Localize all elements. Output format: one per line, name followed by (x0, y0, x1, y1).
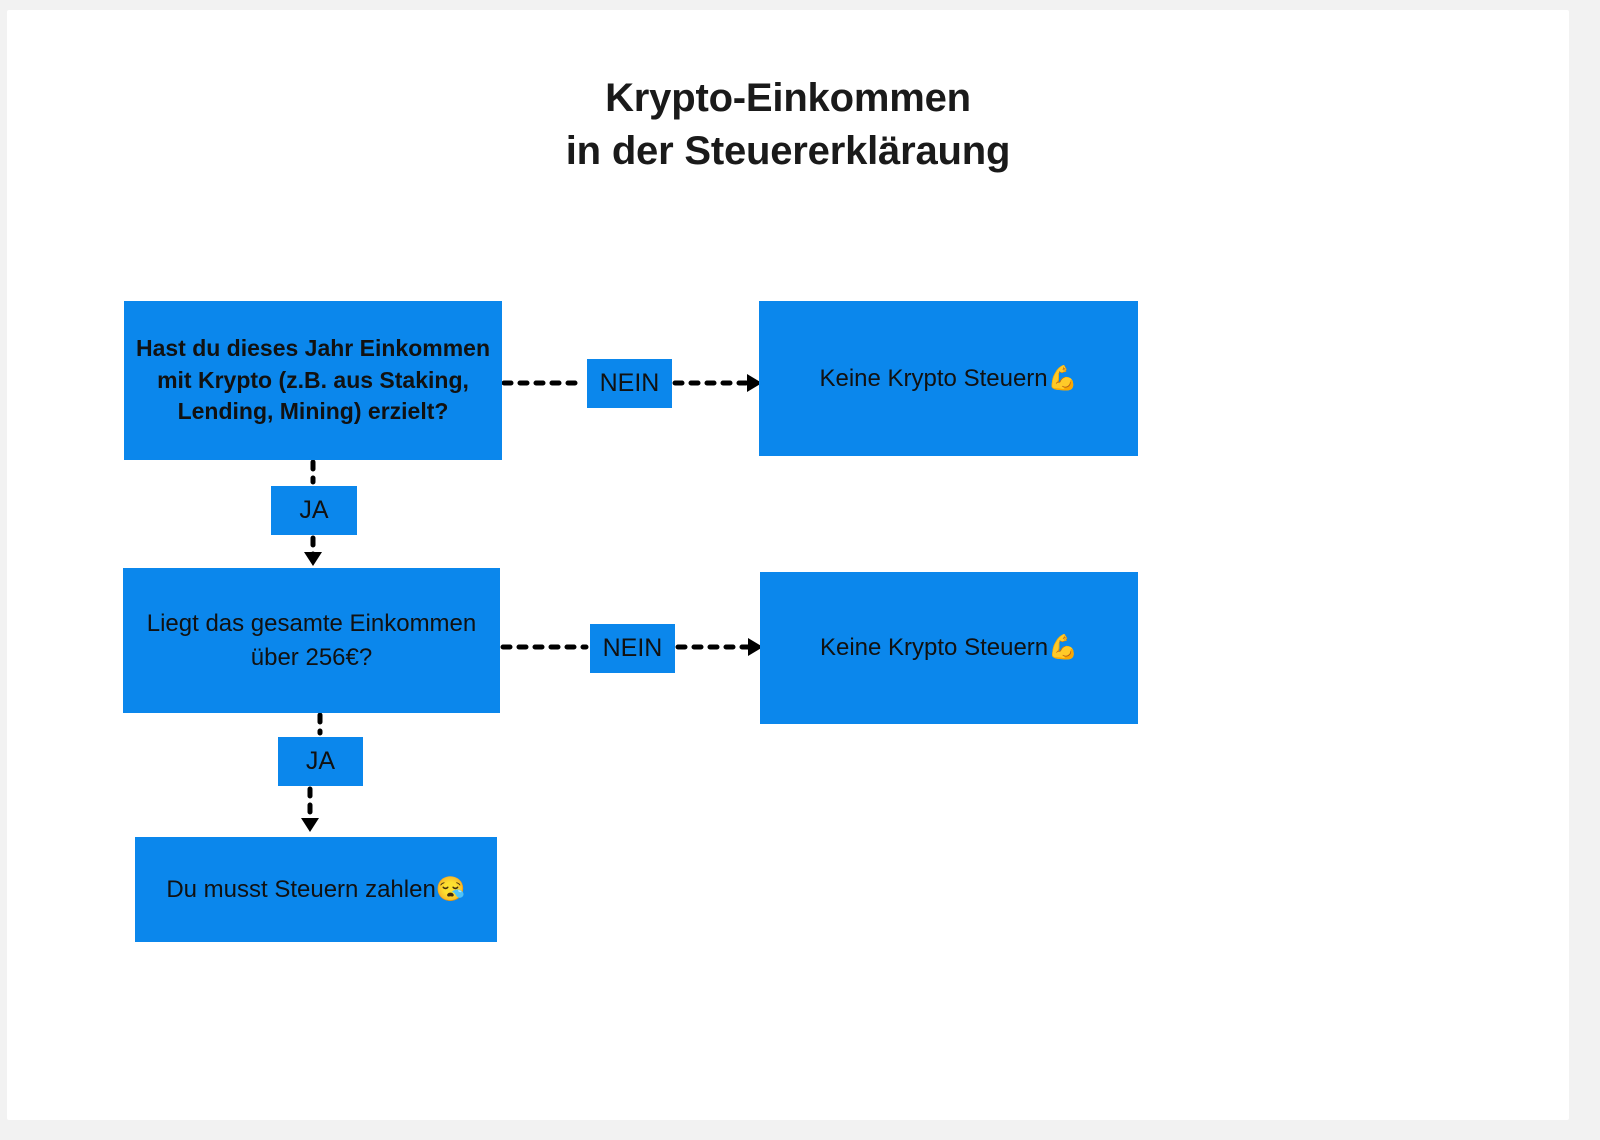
edge-label-ja-2[interactable] (278, 737, 363, 786)
edge-label-nein-1-text: NEIN (599, 369, 660, 397)
flexed-biceps-icon-2: 💪 (1048, 634, 1079, 661)
page-title-line-2: in der Steuererkläraung (565, 128, 1011, 173)
result-node-no-tax-1-label: Keine Krypto Steuern (819, 364, 1048, 392)
edge-label-ja-1-text: JA (299, 496, 329, 524)
decision-node-threshold[interactable] (123, 568, 500, 713)
edge-label-ja-1[interactable] (271, 486, 357, 535)
page-title-line-1: Krypto-Einkommen (605, 76, 971, 120)
page-title (7, 72, 1569, 178)
result-node-no-tax-2[interactable] (760, 572, 1138, 724)
edge-label-nein-1[interactable] (587, 359, 672, 408)
result-node-must-pay-tax[interactable] (135, 837, 497, 942)
result-node-no-tax-2-label: Keine Krypto Steuern (819, 634, 1049, 662)
decision-node-income[interactable] (124, 301, 502, 460)
result-node-must-pay-tax-label: Du musst Steuern zahlen (166, 875, 436, 903)
decision-node-threshold-label: Liegt das gesamte Einkommen über 256€? (146, 610, 477, 671)
flexed-biceps-icon: 💪 (1047, 364, 1078, 392)
slide-page (7, 10, 1569, 1120)
edge-label-nein-2[interactable] (590, 624, 675, 673)
edge-label-ja-2-text: JA (305, 747, 336, 775)
sleepy-face-icon: 😪 (435, 875, 466, 903)
result-node-no-tax-1[interactable] (759, 301, 1138, 456)
edge-label-nein-2-text: NEIN (602, 634, 663, 662)
decision-node-income-label: Hast du dieses Jahr Einkommen mit Krypto (z.B. aus Staking, Lending, Mining) erzielt? (135, 334, 491, 425)
